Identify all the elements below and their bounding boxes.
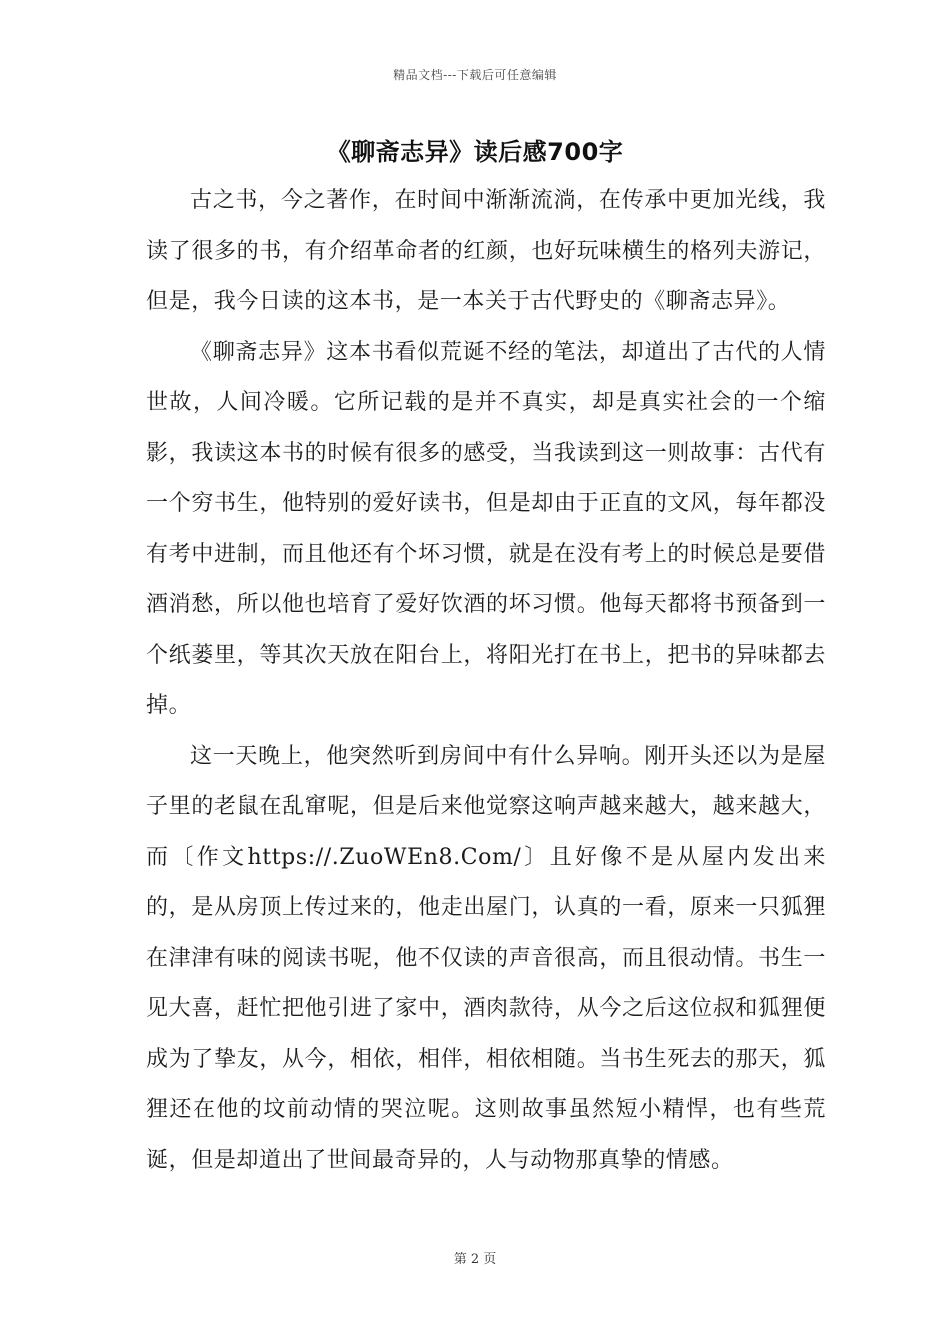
page-number: 第 2 页 (453, 1252, 497, 1267)
paragraph: 《聊斋志异》这本书看似荒诞不经的笔法，却道出了古代的人情世故，人间冷暖。它所记载的是并不真实，却是真实社会的一个缩影，我读这本书的时候有很多的感受，当我读到这一则故事：古代有一个穷书生，他特别的爱好读书，但是却由于正直的文风，每年都没有考中进制，而且他还有个坏习惯，就是在没有考上的时候总是要借酒消愁，所以他也培育了爱好饮酒的坏习惯。他每天都将书预备到一个纸蒌里，等其次天放在阳台上，将阳光打在书上，把书的异味都去掉。 (146, 339, 826, 718)
paragraph: 古之书，今之著作，在时间中渐渐流淌，在传承中更加光线，我读了很多的书，有介绍革命者的红颜，也好玩味横生的格列夫游记，但是，我今日读的这本书，是一本关于古代野史的《聊斋志异》。 (146, 188, 826, 314)
paragraph: 这一天晚上，他突然听到房间中有什么异响。刚开头还以为是屋子里的老鼠在乱窜呢，但是后来他觉察这响声越来越大，越来越大，而〔作文https://.ZuoWEn8.Com/〕且好像不是从屋内发出来的，是从房顶上传过来的，他走出屋门，认真的一看，原来一只狐狸在津津有味的阅读书呢，他不仅读的声音很高，而且很动情。书生一见大喜，赶忙把他引进了家中，酒肉款待，从今之后这位叔和狐狸便成为了挚友，从今，相依，相伴，相依相随。当书生死去的那天，狐狸还在他的坟前动情的哭泣呢。这则故事虽然短小精悍，也有些荒诞，但是却道出了世间最奇异的，人与动物那真挚的情感。 (146, 743, 826, 1173)
document-title: 《聊斋志异》读后感700字 (326, 138, 624, 166)
header-note: 精品文档---下载后可任意编辑 (393, 68, 557, 82)
document-body (146, 176, 826, 1186)
